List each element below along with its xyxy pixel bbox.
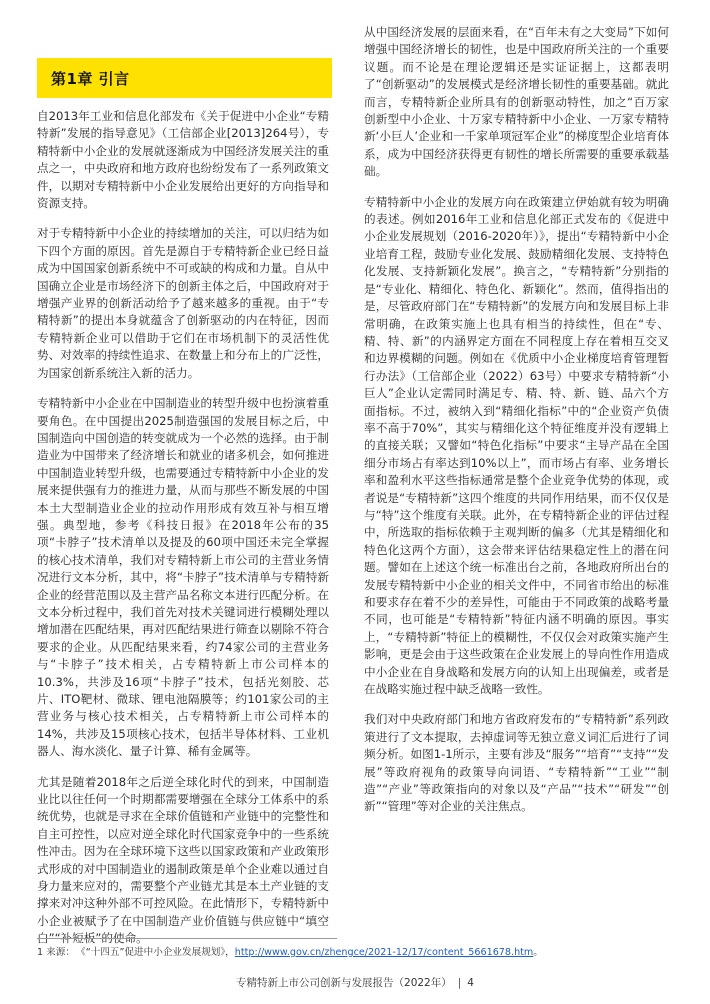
report-title: 专精特新上市公司创新与发展报告（2022年） (236, 977, 452, 989)
paragraph: 自2013年工业和信息化部发布《关于促进中小企业“专精特新”发展的指导意见》（工信部企业[2013]264号），专精特新中小企业的发展就逐渐成为中国经济发展关注的重点之一，中央政府和地方政府也纷纷发布了一系列政策文件，以期对专精特新中小企业发展给出更好的方向指导和资源支持。 (37, 109, 329, 211)
page-number: 4 (467, 977, 474, 989)
paragraph: 专精特新中小企业的发展方向在政策建立伊始就有较为明确的表述。例如2016年工业和信息化部正式发布的《促进中小企业发展规划（2016-2020年）》，提出“专精特新中小企业培育工程，鼓励专业化发展、鼓励精细化发展、支持特色化发展、支持新颖化发展”。换言之，“专精特新”分别指的是“专业化、精细化、特色化、新颖化”。然而，值得指出的是，尽管政府部门在“专精特新”的发展方向和发展目标上非常明确，在政策实施上也具有相当的持续性，但在“专、精、特、新”的内涵界定方面在不同程度上存在着相互交叉和边界模糊的问题。例如在《优质中小企业梯度培育管理暂行办法》（工信部企业（2022）63号）中要求专精特新“小巨人”企业认定需同时满足专、精、特、新、链、品六个方面指标。不过，被纳入到“精细化指标”中的“企业资产负债率不高于70%”，其实与精细化这个特征维度并没有逻辑上的直接关联；又譬如“特色化指标”中要求“主导产品在全国细分市场占有率达到10%以上”，而市场占有率、业务增长率和盈利水平这些指标通常是整个企业竞争优势的体现，或者说是“专精特新”这四个维度的共同作用结果，而不仅仅是与“特”这个维度有关联。此外，在专精特新企业的评估过程中，所选取的指标依赖于主观判断的偏多（尤其是精细化和特色化这两个方面），这会带来评估结果稳定性上的潜在问题。譬如在上述这个统一标准出台之前，各地政府所出台的发展专精特新中小企业的相关文件中，不同省市给出的标准和要求存在着不少的差异性，可能由于不同政策的战略考量不同，也可能是“专精特新”特征内涵不明确的原因。事实上，“专精特新”特征上的模糊性，不仅仅会对政策实施产生影响，更是会由于这些政策在企业发展上的导向性作用造成中小企业在自身战略和发展方向的认知上出现偏差，或者是在战略实施过程中缺乏战略一致性。 (364, 194, 669, 697)
footnote-end: 。 (533, 947, 543, 958)
page-footer (0, 975, 710, 990)
footnote-divider (37, 938, 337, 939)
chapter-title: 第1章 引言 (51, 69, 130, 88)
footnote (37, 946, 677, 959)
footnote-label: 1 来源： (37, 947, 75, 958)
footer-separator: | (457, 977, 462, 989)
paragraph: 专精特新中小企业在中国制造业的转型升级中也扮演着重要角色。在中国提出2025制造强国的发展目标之后，中国制造向中国创造的转变就成为一个必然的选择。由于制造业为中国带来了经济增长和就业的诸多机会，如何推进中国制造业转型升级，也需要通过专精特新中小企业的发展来提供强有力的推进力量，从而与那些不断发展的中国本土大型制造业企业的拉动作用形成有效互补与相互增强。典型地，参考《科技日报》在2018年公布的35项“卡脖子”技术清单以及提及的60项中国还未完全掌握的核心技术清单，我们对专精特新上市公司的主营业务情况进行文本分析，其中，将“卡脖子”技术清单与专精特新企业的经营范围以及主营产品名称文本进行匹配分析。在文本分析过程中，我们首先对技术关键词进行模糊处理以增加潜在匹配结果，再对匹配结果进行筛查以剔除不符合要求的企业。从匹配结果来看，约74家公司的主营业务与“卡脖子”技术相关，占专精特新上市公司样本的10.3%，共涉及16项“卡脖子”技术，包括光刻胶、芯片、ITO靶材、微球、锂电池隔膜等；约101家公司的主营业务与核心技术相关，占专精特新上市公司样本的14%，共涉及15项核心技术，包括半导体材料、工业机器人、海水淡化、量子计算、稀有金属等。 (37, 396, 329, 759)
chapter-heading-bar (37, 58, 332, 98)
footnote-text: 《“十四五”促进中小企业发展规划》， (80, 947, 235, 958)
paragraph: 从中国经济发展的层面来看，在“百年未有之大变局”下如何增强中国经济增长的韧性，也是中国政府所关注的一个重要议题。而不论是在理论逻辑还是实证证据上，这都表明了“创新驱动”的发展模式是经济增长韧性的重要基础。就此而言，专精特新企业所具有的创新驱动特性，加之“百万家创新型中小企业、十万家专精特新中小企业、一万家专精特新‘小巨人’企业和一千家单项冠军企业”的梯度型企业培育体系，成为中国经济获得更有韧性的增长所需要的重要承载基础。 (364, 25, 669, 179)
paragraph: 我们对中央政府部门和地方省政府发布的“专精特新”系列政策进行了文本提取，去掉虚词等无独立意义词汇后进行了词频分析。如图1-1所示，主要有涉及“服务”“培育”“支持”“发展”等政府视角的政策导向词语、“专精特新”“工业”“制造”“产业”等政策指向的对象以及“产品”“技术”“研发”“创新”“管理”等对企业的关注焦点。 (364, 712, 669, 814)
paragraph: 尤其是随着2018年之后逆全球化时代的到来，中国制造业比以往任何一个时期都需要增强在全球分工体系中的系统优势，也就是寻求在全球价值链和产业链中的完整性和自主可控性，以应对逆全球化时代国家竞争中的一些系统性冲击。因为在全球环境下这些以国家政策和产业政策形式形成的对中国制造业的遏制政策是单个企业难以通过自身力量来应对的，需要整个产业链尤其是本土产业链的支撑来对冲这种外部不可控风险。在此情形下，专精特新中小企业被赋予了在中国制造产业价值链与供应链中“填空白”“补短板”的使命。 (37, 774, 329, 946)
footnote-link[interactable]: http://www.gov.cn/zhengce/2021-12/17/content_5661678.htm (234, 947, 534, 958)
right-column (364, 24, 669, 829)
left-column (37, 108, 329, 961)
paragraph: 对于专精特新中小企业的持续增加的关注，可以归结为如下四个方面的原因。首先是源自于专精特新企业已经日益成为中国国家创新系统中不可或缺的构成和力量。自从中国确立企业是市场经济下的创新主体之后，中国政府对于增强产业界的创新活动给予了越来越多的重视。由于“专精特新”的提出本身就蕴含了创新驱动的内在特征，因而专精特新企业可以借助于它们在市场机制下的灵活性优势、对效率的持续性追求、在数量上和分布上的广泛性，为国家创新系统注入新的活力。 (37, 226, 329, 380)
